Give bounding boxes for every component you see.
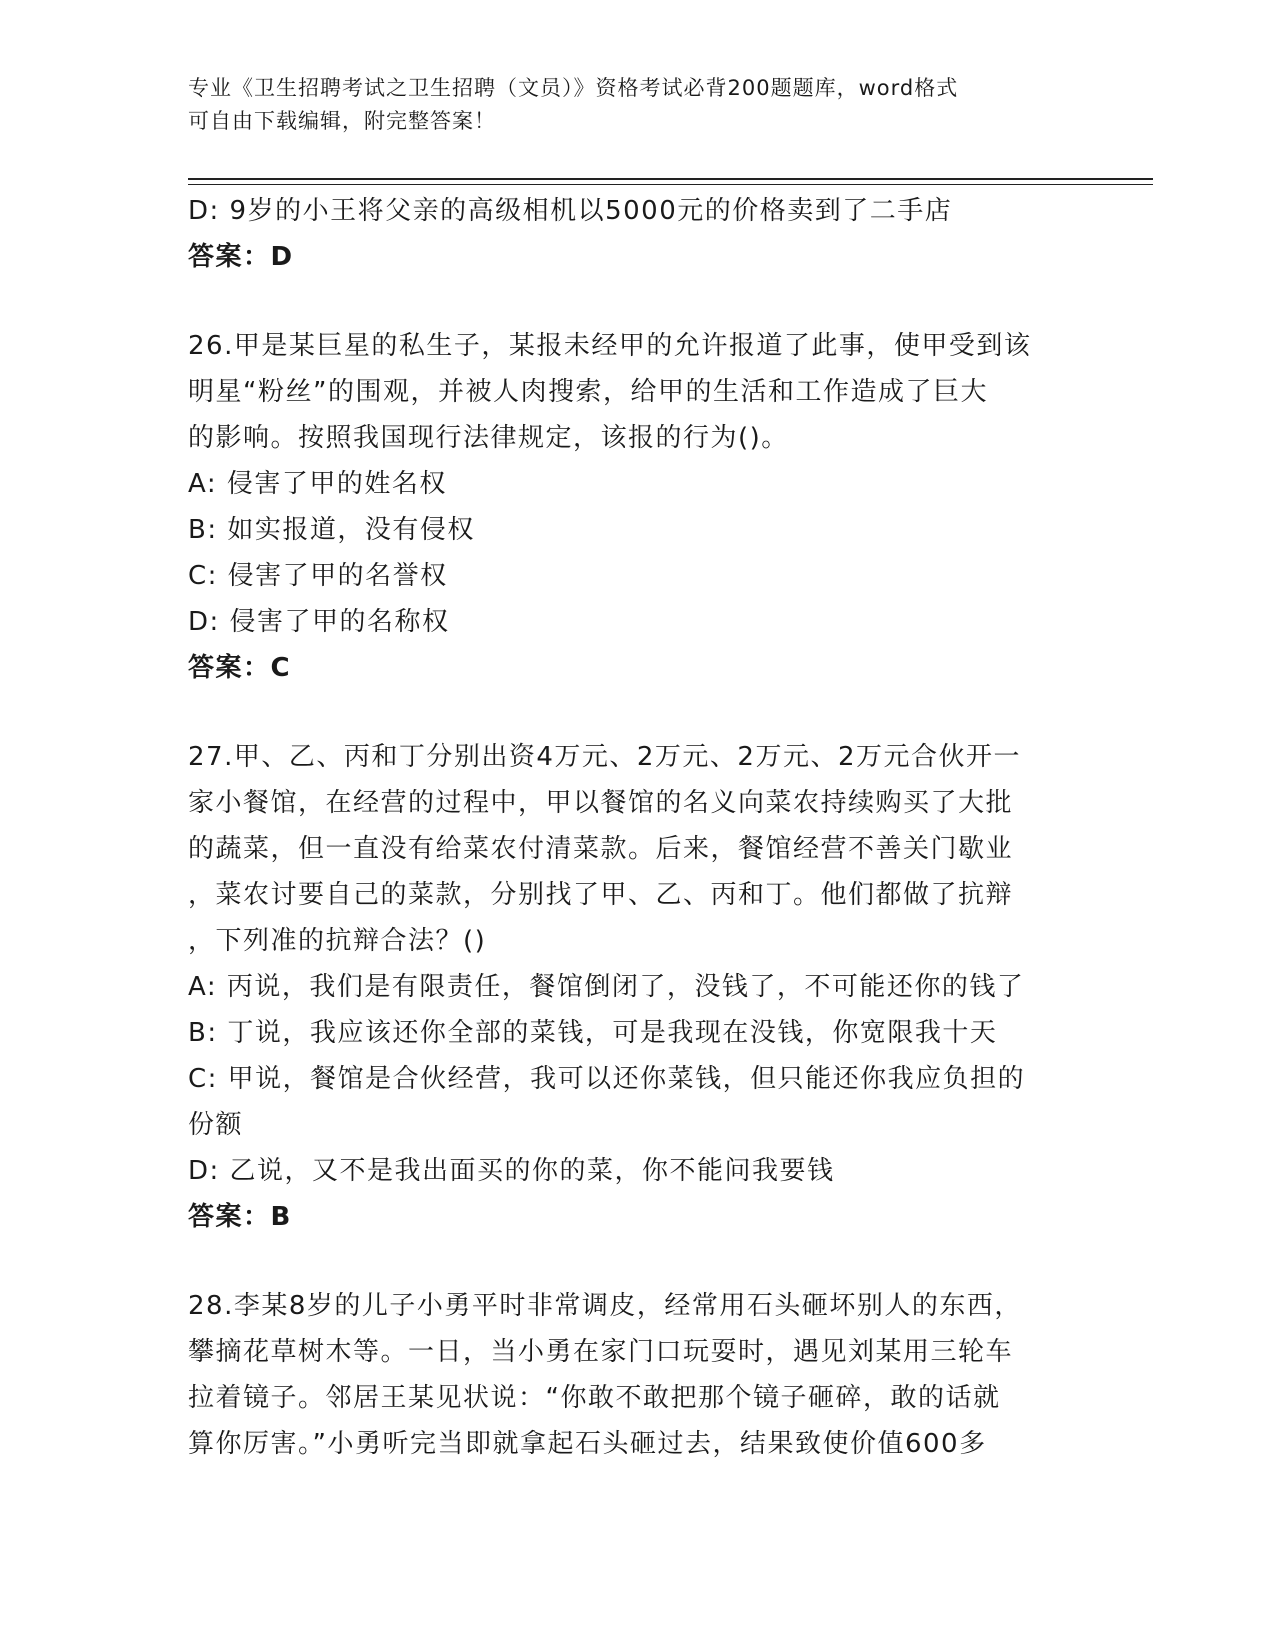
- question-text: 的影响。按照我国现行法律规定，该报的行为()。: [188, 423, 789, 453]
- header-divider-thick: [188, 178, 1153, 180]
- question-27: [188, 734, 1088, 1240]
- question-26: [188, 323, 1088, 691]
- option-c: C: 侵害了甲的名誉权: [188, 561, 448, 591]
- option-a: A: 丙说，我们是有限责任，餐馆倒闭了，没钱了，不可能还你的钱了: [188, 972, 1025, 1002]
- answer: 答案：B: [188, 1202, 292, 1232]
- question-text: ，菜农讨要自己的菜款，分别找了甲、乙、丙和丁。他们都做了抗辩: [188, 880, 1014, 910]
- option-d: D: 侵害了甲的名称权: [188, 607, 450, 637]
- answer: 答案：C: [188, 653, 292, 683]
- spacer: [188, 691, 1088, 734]
- document-header: [188, 72, 1068, 138]
- question-text: 算你厉害。”小勇听完当即就拿起石头砸过去，结果致使价值600多: [188, 1429, 987, 1459]
- option-a: A: 侵害了甲的姓名权: [188, 469, 447, 499]
- header-line-1: 专业《卫生招聘考试之卫生招聘（文员）》资格考试必背200题题库，word格式: [188, 76, 959, 100]
- question-text: 家小餐馆，在经营的过程中，甲以餐馆的名义向菜农持续购买了大批: [188, 788, 1014, 818]
- option-b: B: 如实报道，没有侵权: [188, 515, 475, 545]
- question-text: 明星“粉丝”的围观，并被人肉搜索，给甲的生活和工作造成了巨大: [188, 377, 988, 407]
- header-divider-thin: [188, 184, 1153, 185]
- option-d: D: 9岁的小王将父亲的高级相机以5000元的价格卖到了二手店: [188, 196, 953, 226]
- question-content: [188, 188, 1088, 1467]
- question-text: 攀摘花草树木等。一日，当小勇在家门口玩耍时，遇见刘某用三轮车: [188, 1337, 1014, 1367]
- option-c-continued: 份额: [188, 1110, 244, 1140]
- spacer: [188, 1240, 1088, 1283]
- option-c: C: 甲说，餐馆是合伙经营，我可以还你菜钱，但只能还你我应负担的: [188, 1064, 1026, 1094]
- option-d: D: 乙说，又不是我出面买的你的菜，你不能问我要钱: [188, 1156, 835, 1186]
- answer: 答案：D: [188, 242, 294, 272]
- spacer: [188, 280, 1088, 323]
- question-text: 的蔬菜，但一直没有给菜农付清菜款。后来，餐馆经营不善关门歇业: [188, 834, 1014, 864]
- question-28: [188, 1283, 1088, 1467]
- question-text: 拉着镜子。邻居王某见状说：“你敢不敢把那个镜子砸碎，敢的话就: [188, 1383, 1001, 1413]
- header-line-2: 可自由下载编辑，附完整答案！: [188, 109, 496, 133]
- question-text: 26.甲是某巨星的私生子，某报未经甲的允许报道了此事，使甲受到该: [188, 331, 1032, 361]
- question-text: 27.甲、乙、丙和丁分别出资4万元、2万元、2万元、2万元合伙开一: [188, 742, 1022, 772]
- option-b: B: 丁说，我应该还你全部的菜钱，可是我现在没钱，你宽限我十天: [188, 1018, 998, 1048]
- question-text: ，下列准的抗辩合法？(): [188, 926, 487, 956]
- question-text: 28.李某8岁的儿子小勇平时非常调皮，经常用石头砸坏别人的东西，: [188, 1291, 1022, 1321]
